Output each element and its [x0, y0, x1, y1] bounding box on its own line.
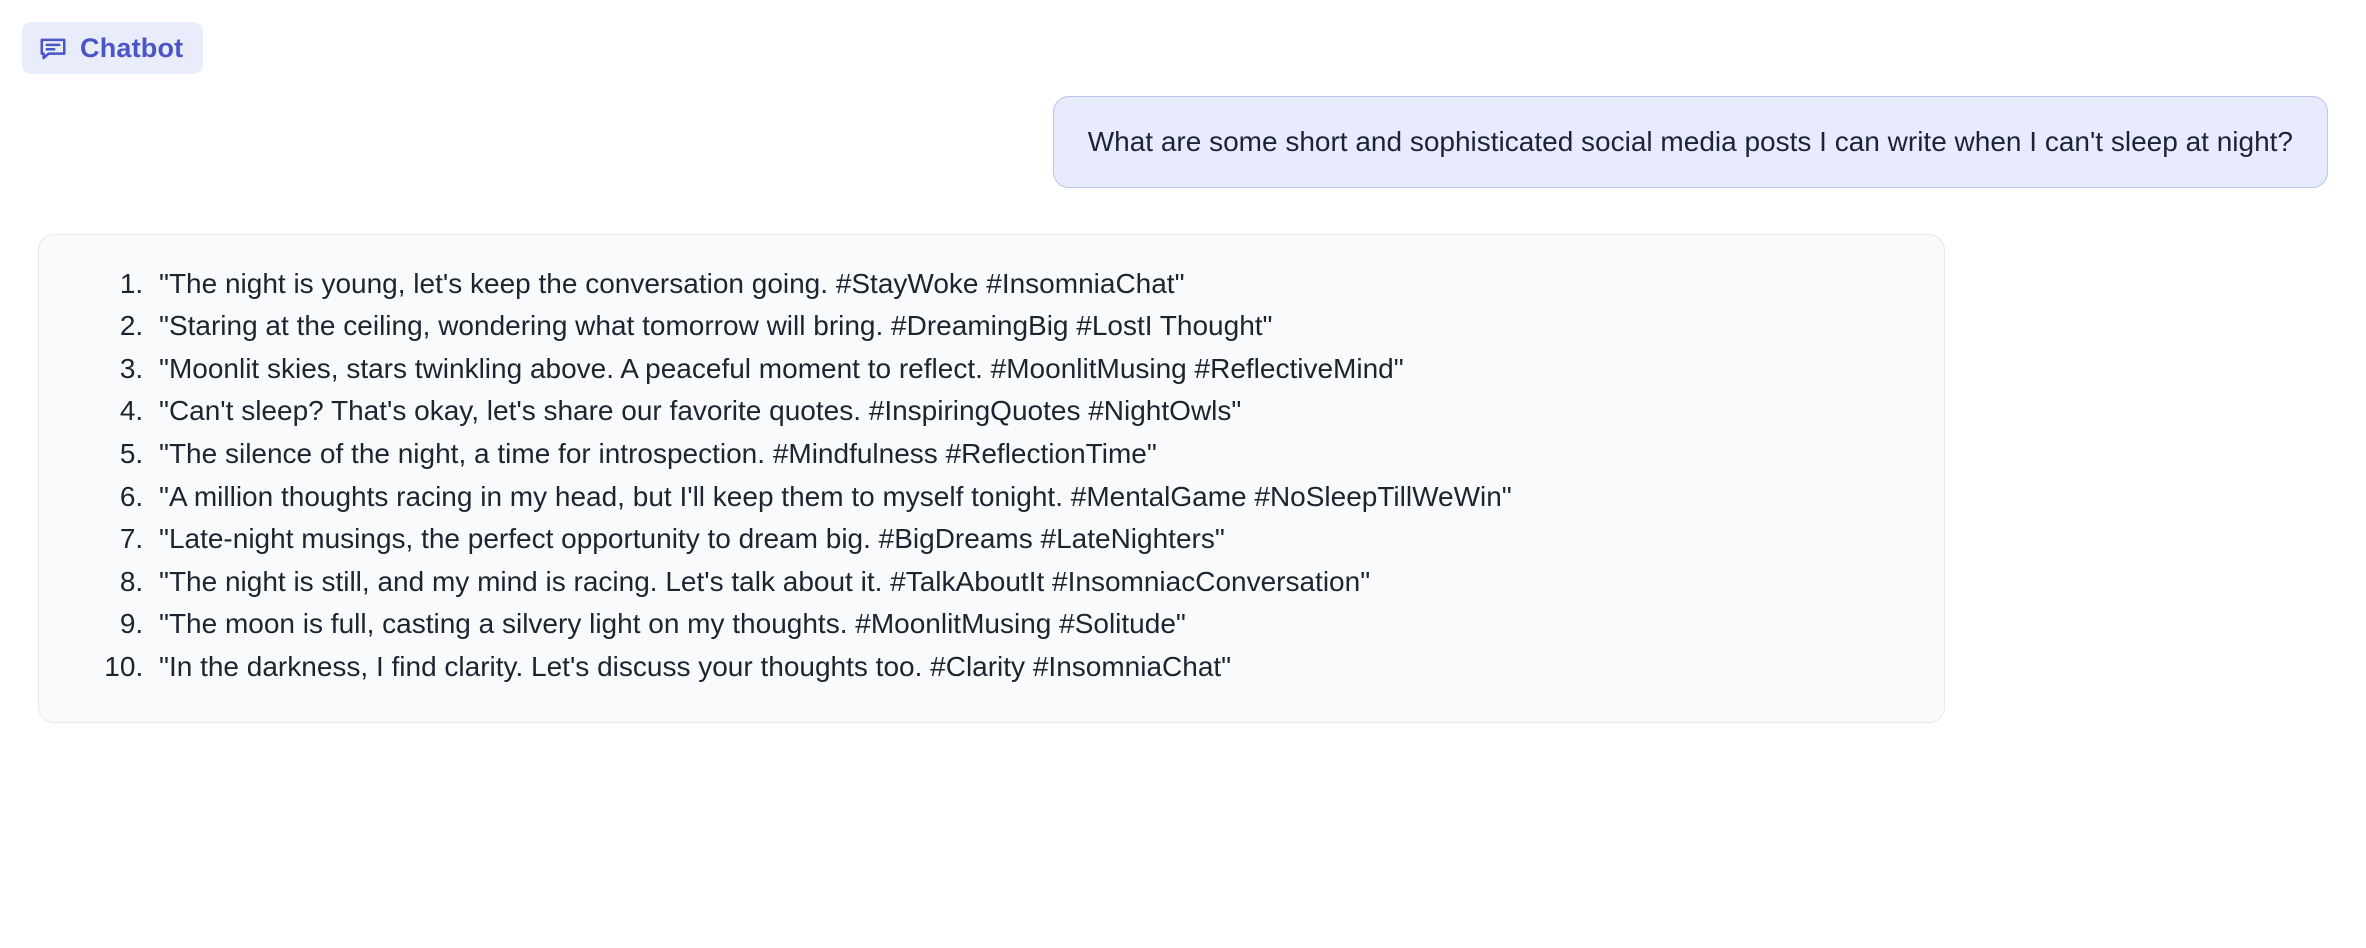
- bot-message-bubble: [38, 234, 1945, 723]
- list-item: 9. "The moon is full, casting a silvery light on my thoughts. #MoonlitMusing #Solitude": [151, 603, 1904, 646]
- list-item: 7. "Late-night musings, the perfect opportunity to dream big. #BigDreams #LateNighters": [151, 518, 1904, 561]
- list-item: 2. "Staring at the ceiling, wondering what tomorrow will bring. #DreamingBig #LostI Thought": [151, 305, 1904, 348]
- bot-suggestion-list: [79, 263, 1904, 688]
- list-item: 1. "The night is young, let's keep the conversation going. #StayWoke #InsomniaChat": [151, 263, 1904, 306]
- list-item: 6. "A million thoughts racing in my head, but I'll keep them to myself tonight. #MentalGame #NoSleepTillWeWin": [151, 476, 1904, 519]
- list-item: 4. "Can't sleep? That's okay, let's share our favorite quotes. #InspiringQuotes #NightOwls": [151, 390, 1904, 433]
- user-message-bubble: What are some short and sophisticated social media posts I can write when I can't sleep at night?: [1053, 96, 2328, 188]
- chatbot-label-chip: [22, 22, 203, 74]
- chatbot-header: [0, 0, 2366, 74]
- conversation-thread: [0, 74, 2366, 723]
- list-item: 5. "The silence of the night, a time for introspection. #Mindfulness #ReflectionTime": [151, 433, 1904, 476]
- list-item: 10. "In the darkness, I find clarity. Let's discuss your thoughts too. #Clarity #InsomniaChat": [151, 646, 1904, 689]
- bot-message-row: [38, 234, 2328, 723]
- list-item: 3. "Moonlit skies, stars twinkling above. A peaceful moment to reflect. #MoonlitMusing #ReflectiveMind": [151, 348, 1904, 391]
- user-message-row: [38, 96, 2328, 188]
- list-item: 8. "The night is still, and my mind is racing. Let's talk about it. #TalkAboutIt #InsomniacConversation": [151, 561, 1904, 604]
- chatbot-label-text: Chatbot: [80, 32, 184, 63]
- chat-bubble-icon: [38, 33, 68, 63]
